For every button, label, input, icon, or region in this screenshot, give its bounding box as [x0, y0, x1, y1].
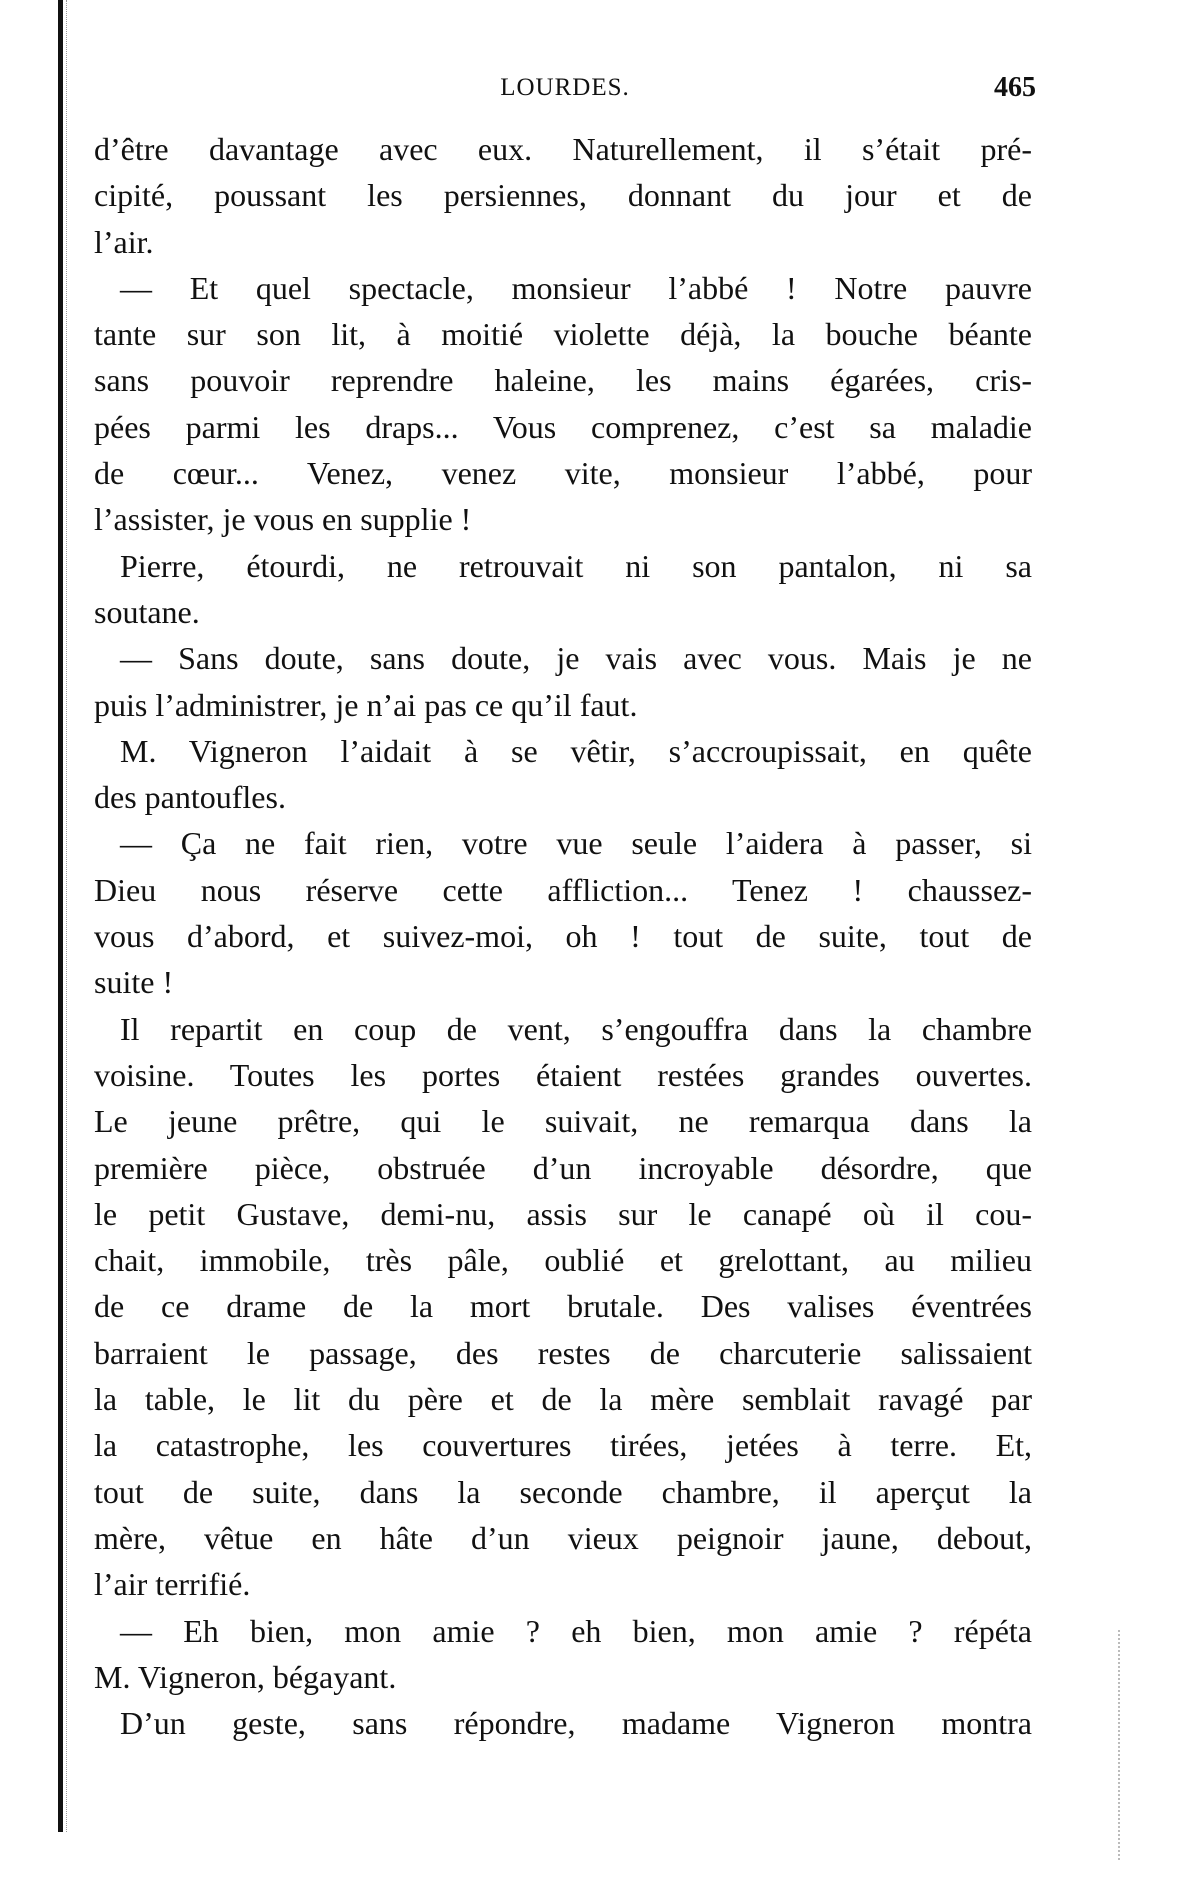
text-line: l’air.	[94, 223, 154, 260]
text-line: M. Vigneron, bégayant.	[94, 1658, 397, 1695]
text-line: Dieu nous réserve cette affliction... Tenez ! chaussez-	[94, 871, 1032, 908]
text-line: puis l’administrer, je n’ai pas ce qu’il faut.	[94, 686, 638, 723]
text-line: l’assister, je vous en supplie !	[94, 501, 472, 538]
text-line: barraient le passage, des restes de charcuterie salissaient	[94, 1334, 1032, 1371]
running-header	[94, 70, 1036, 106]
scan-gutter-noise	[66, 0, 70, 1832]
text-line: — Et quel spectacle, monsieur l’abbé ! Notre pauvre	[120, 269, 1032, 306]
text-line: mère, vêtue en hâte d’un vieux peignoir jaune, debout,	[94, 1519, 1032, 1556]
text-line: vous d’abord, et suivez-moi, oh ! tout de suite, tout de	[94, 918, 1032, 955]
text-line: le petit Gustave, demi-nu, assis sur le canapé où il cou-	[94, 1195, 1032, 1232]
text-line: D’un geste, sans répondre, madame Vigneron montra	[120, 1705, 1032, 1742]
text-line: l’air terrifié.	[94, 1566, 251, 1603]
text-line: soutane.	[94, 593, 200, 630]
text-line: d’être davantage avec eux. Naturellement, il s’était pré-	[94, 131, 1032, 167]
text-line: de cœur... Venez, venez vite, monsieur l’abbé, pour	[94, 455, 1032, 492]
page-number: 465	[994, 72, 1036, 103]
scan-margin-marks	[1118, 1630, 1126, 1860]
text-line: chait, immobile, très pâle, oublié et grelottant, au milieu	[94, 1242, 1032, 1279]
text-line: suite !	[94, 964, 174, 1001]
text-line: — Sans doute, sans doute, je vais avec vous. Mais je ne	[120, 640, 1032, 677]
page-body-text	[94, 126, 1032, 1746]
text-line: cipité, poussant les persiennes, donnant du jour et de	[94, 177, 1032, 214]
text-line: des pantoufles.	[94, 779, 286, 816]
text-line: de ce drame de la mort brutale. Des valises éventrées	[94, 1288, 1032, 1325]
running-title: LOURDES.	[500, 74, 630, 101]
page-binding-edge	[58, 0, 63, 1832]
text-line: tout de suite, dans la seconde chambre, il aperçut la	[94, 1473, 1032, 1510]
text-line: sans pouvoir reprendre haleine, les mains égarées, cris-	[94, 362, 1032, 399]
text-line: tante sur son lit, à moitié violette déjà, la bouche béante	[94, 316, 1032, 353]
text-line: Le jeune prêtre, qui le suivait, ne remarqua dans la	[94, 1103, 1032, 1140]
text-line: voisine. Toutes les portes étaient restées grandes ouvertes.	[94, 1056, 1032, 1093]
text-line: Il repartit en coup de vent, s’engouffra dans la chambre	[120, 1010, 1032, 1047]
text-line: la catastrophe, les couvertures tirées, jetées à terre. Et,	[94, 1427, 1032, 1464]
text-line: Pierre, étourdi, ne retrouvait ni son pantalon, ni sa	[120, 547, 1032, 584]
text-line: première pièce, obstruée d’un incroyable désordre, que	[94, 1149, 1032, 1186]
text-line: — Eh bien, mon amie ? eh bien, mon amie ? répéta	[120, 1612, 1032, 1649]
text-line: — Ça ne fait rien, votre vue seule l’aidera à passer, si	[120, 825, 1032, 862]
text-line: la table, le lit du père et de la mère semblait ravagé par	[94, 1381, 1032, 1418]
text-line: pées parmi les draps... Vous comprenez, c’est sa maladie	[94, 408, 1032, 445]
text-line: M. Vigneron l’aidait à se vêtir, s’accroupissait, en quête	[120, 732, 1032, 769]
